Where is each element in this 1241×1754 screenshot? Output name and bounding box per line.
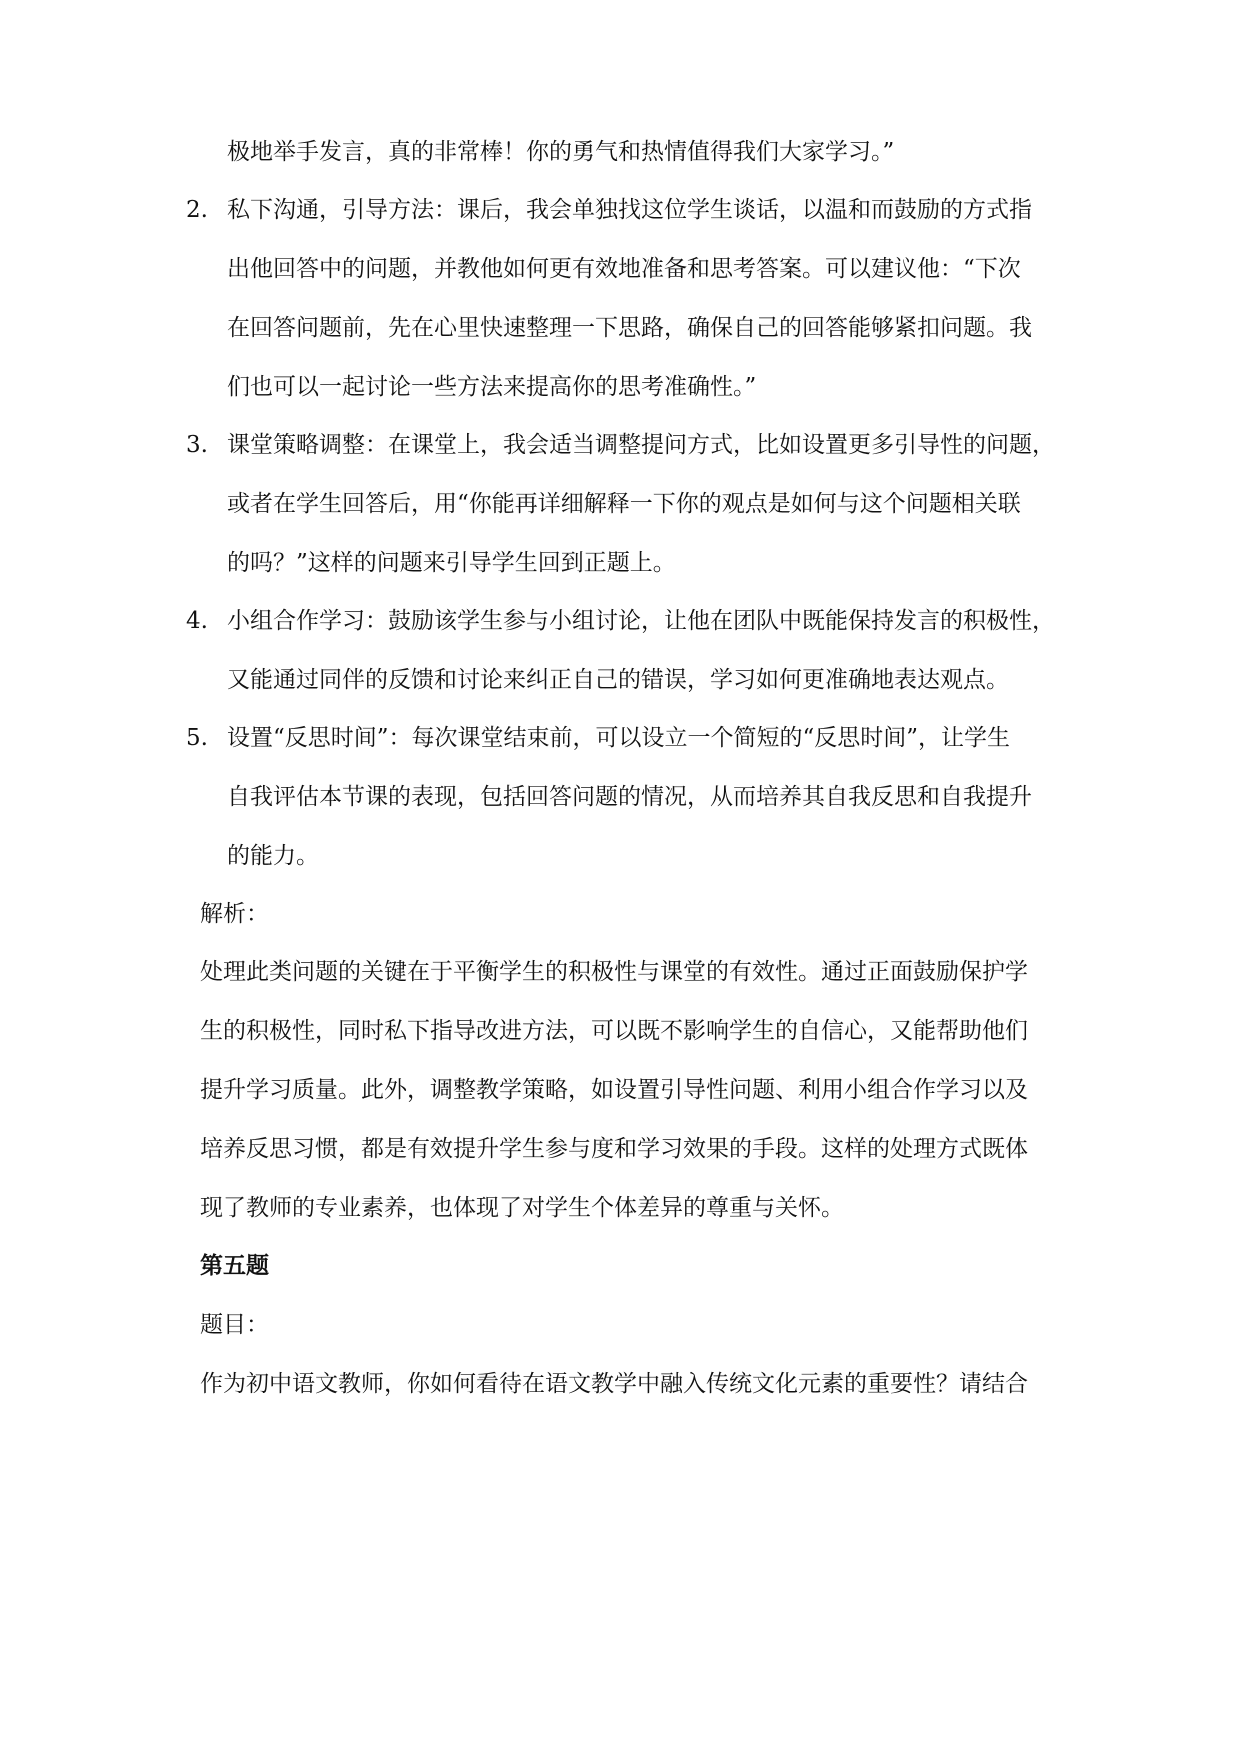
list-item-number: 2. (186, 197, 208, 223)
list-item-line: 又能通过同伴的反馈和讨论来纠正自己的错误，学习如何更准确地表达观点。 (227, 667, 1009, 693)
list-item-number: 4. (186, 608, 208, 634)
paragraph-line: 处理此类问题的关键在于平衡学生的积极性与课堂的有效性。通过正面鼓励保护学 (200, 959, 1028, 985)
list-item-line: 私下沟通，引导方法：课后，我会单独找这位学生谈话，以温和而鼓励的方式指 (227, 197, 1032, 223)
analysis-label: 解析： (200, 901, 269, 927)
question-label: 题目： (200, 1312, 269, 1338)
list-item-number: 3. (186, 432, 208, 458)
paragraph-line: 极地举手发言，真的非常棒！你的勇气和热情值得我们大家学习。” (227, 139, 895, 165)
list-item-line: 出他回答中的问题，并教他如何更有效地准备和思考答案。可以建议他：“下次 (227, 256, 1021, 282)
list-item-line: 们也可以一起讨论一些方法来提高你的思考准确性。” (227, 374, 757, 400)
list-item-line: 设置“反思时间”：每次课堂结束前，可以设立一个简短的“反思时间”，让学生 (227, 725, 1011, 751)
list-item-line: 或者在学生回答后，用“你能再详细解释一下你的观点是如何与这个问题相关联 (227, 491, 1021, 517)
list-item-line: 课堂策略调整：在课堂上，我会适当调整提问方式，比如设置更多引导性的问题， (227, 432, 1055, 458)
paragraph-line: 生的积极性，同时私下指导改进方法，可以既不影响学生的自信心，又能帮助他们 (200, 1018, 1028, 1044)
list-item-line: 在回答问题前，先在心里快速整理一下思路，确保自己的回答能够紧扣问题。我 (227, 315, 1032, 341)
list-item-line: 的吗？”这样的问题来引导学生回到正题上。 (227, 550, 676, 576)
paragraph-line: 培养反思习惯，都是有效提升学生参与度和学习效果的手段。这样的处理方式既体 (200, 1136, 1028, 1162)
paragraph-line: 现了教师的专业素养，也体现了对学生个体差异的尊重与关怀。 (200, 1195, 844, 1221)
paragraph-line: 作为初中语文教师，你如何看待在语文教学中融入传统文化元素的重要性？请结合 (200, 1371, 1028, 1397)
section-heading: 第五题 (200, 1252, 269, 1279)
list-item-line: 的能力。 (227, 843, 319, 869)
list-item-line: 自我评估本节课的表现，包括回答问题的情况，从而培养其自我反思和自我提升 (227, 784, 1032, 810)
paragraph-line: 提升学习质量。此外，调整教学策略，如设置引导性问题、利用小组合作学习以及 (200, 1077, 1028, 1103)
list-item-number: 5. (186, 725, 208, 751)
list-item-line: 小组合作学习：鼓励该学生参与小组讨论，让他在团队中既能保持发言的积极性， (227, 608, 1055, 634)
